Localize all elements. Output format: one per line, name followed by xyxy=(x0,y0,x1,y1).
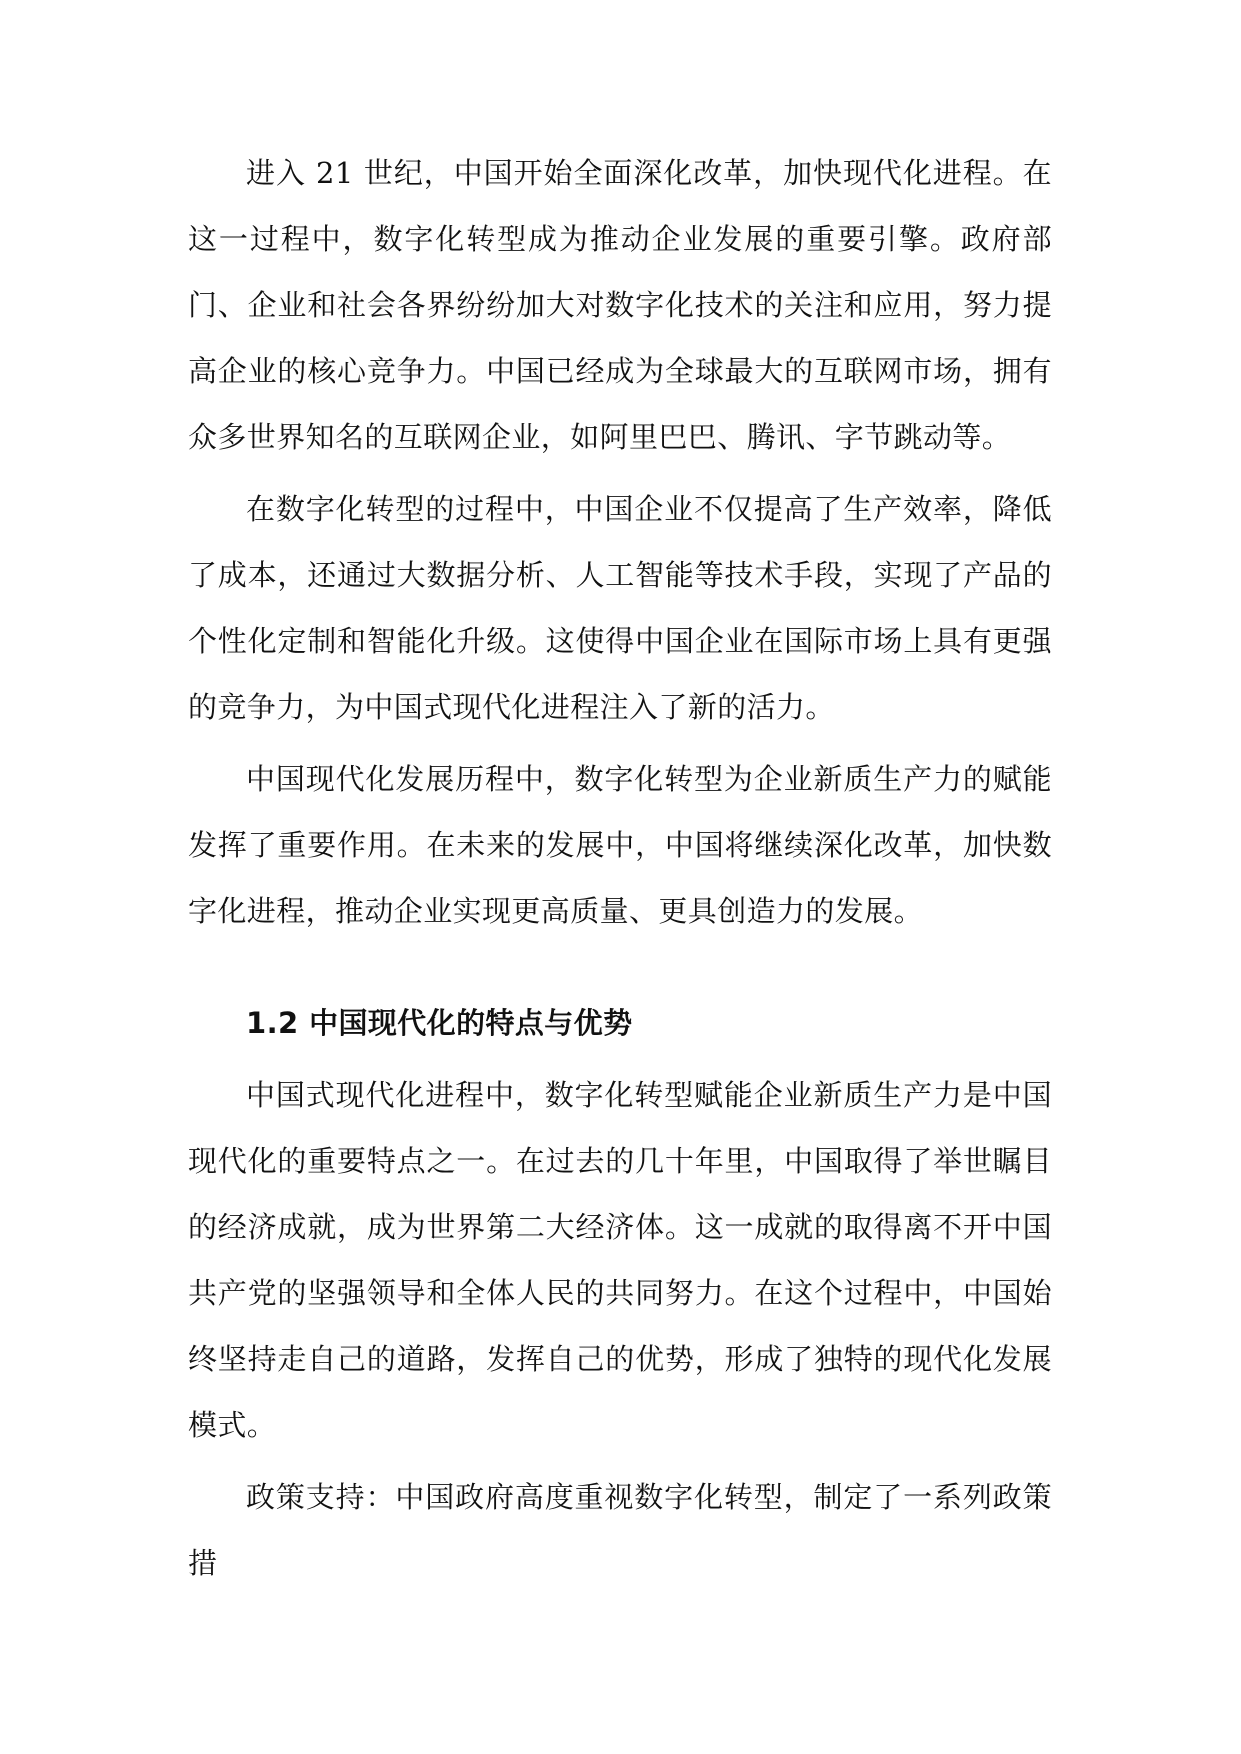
paragraph-digital-transformation-process: 在数字化转型的过程中，中国企业不仅提高了生产效率，降低了成本，还通过大数据分析、人工智能等技术手段，实现了产品的个性化定制和智能化升级。这使得中国企业在国际市场上具有更强的竞争力，为中国式现代化进程注入了新的活力。 xyxy=(188,492,1052,724)
section-heading-1-2: 1.2 中国现代化的特点与优势 xyxy=(246,1006,633,1040)
paragraph-policy-support: 政策支持：中国政府高度重视数字化转型，制定了一系列政策措 xyxy=(188,1480,1052,1580)
document-body xyxy=(188,140,1052,1596)
paragraph-21st-century: 进入 21 世纪，中国开始全面深化改革，加快现代化进程。在这一过程中，数字化转型成为推动企业发展的重要引擎。政府部门、企业和社会各界纷纷加大对数字化技术的关注和应用，努力提高企业的核心竞争力。中国已经成为全球最大的互联网市场，拥有众多世界知名的互联网企业，如阿里巴巴、腾讯、字节跳动等。 xyxy=(188,156,1052,454)
paragraph-modernization-role: 中国现代化发展历程中，数字化转型为企业新质生产力的赋能发挥了重要作用。在未来的发展中，中国将继续深化改革，加快数字化进程，推动企业实现更高质量、更具创造力的发展。 xyxy=(188,762,1052,928)
paragraph-features: 中国式现代化进程中，数字化转型赋能企业新质生产力是中国现代化的重要特点之一。在过去的几十年里，中国取得了举世瞩目的经济成就，成为世界第二大经济体。这一成就的取得离不开中国共产党的坚强领导和全体人民的共同努力。在这个过程中，中国始终坚持走自己的道路，发挥自己的优势，形成了独特的现代化发展模式。 xyxy=(188,1078,1052,1442)
